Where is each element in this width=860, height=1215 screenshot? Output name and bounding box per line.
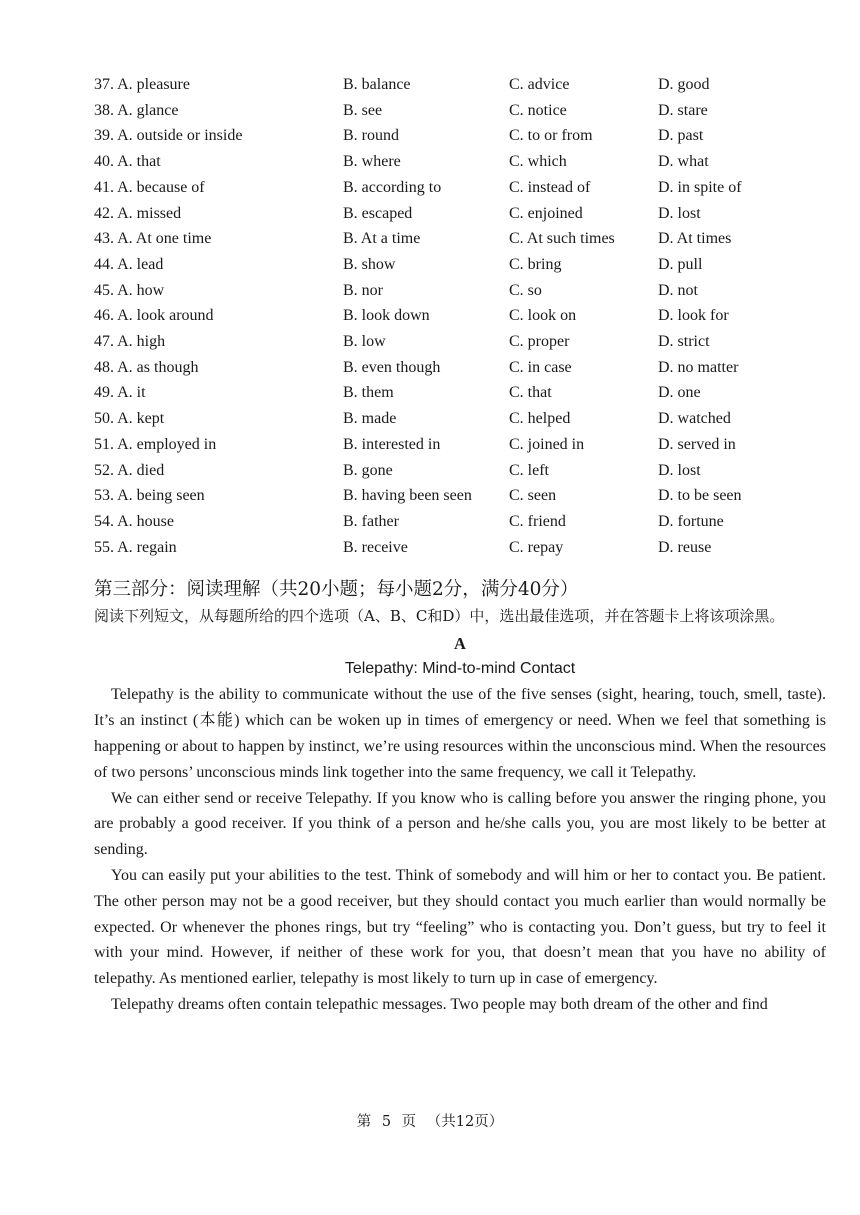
option-row: [94, 355, 826, 381]
option-a: 53. A. being seen: [94, 487, 205, 505]
option-row: [94, 201, 826, 227]
option-a: 37. A. pleasure: [94, 76, 190, 93]
option-a: 45. A. how: [94, 281, 165, 299]
option-a: 41. A. because of: [94, 178, 205, 196]
passage-paragraph: Telepathy is the ability to communicate without the use of the five senses (sight, hearing, touch, smell, taste). It’s an instinct (本能) which can be woken up in times of emergency or need. When we feel that something is happening or about to happen by instinct, we’re using resources within the unconscious mind. When the resources of two persons’ unconscious minds link together into the same frequency, we call it Telepathy.: [94, 686, 826, 781]
option-a: 39. A. outside or inside: [94, 127, 243, 145]
option-row: [94, 329, 826, 355]
option-b: B. show: [343, 255, 396, 273]
option-b: B. father: [343, 512, 399, 530]
passage-paragraph: You can easily put your abilities to the test. Think of somebody and will him or her to contact you. Be patient. The other person may not be a good receiver, but they should contact you much earlier than would normally be expected. Or whenever the phones rings, but try “feeling” who is contacting you. Don’t guess, but try to feel it with your mind. However, if neither of these work for you, that doesn’t mean that you have no ability of telepathy. As mentioned earlier, telepathy is most likely to turn up in case of emergency.: [94, 866, 826, 988]
option-d: D. strict: [658, 333, 710, 351]
option-row: [94, 252, 826, 278]
option-c: C. enjoined: [509, 204, 583, 222]
option-row: [94, 509, 826, 535]
option-b: B. balance: [343, 76, 411, 93]
option-b: B. see: [343, 101, 383, 119]
option-c: C. bring: [509, 255, 562, 273]
option-row: [94, 123, 826, 149]
option-a: 47. A. high: [94, 333, 166, 351]
option-c: C. look on: [509, 307, 577, 325]
option-b: B. where: [343, 153, 401, 171]
option-a: 54. A. house: [94, 512, 174, 530]
option-b: B. receive: [343, 538, 408, 556]
page-footer: 第 5 页 （共12页）: [356, 1114, 504, 1130]
option-c: C. repay: [509, 538, 564, 556]
option-c: C. joined in: [509, 435, 585, 453]
option-d: D. lost: [658, 204, 701, 222]
option-a: 44. A. lead: [94, 255, 164, 273]
option-row: [94, 278, 826, 304]
option-row: [94, 226, 826, 252]
option-a: 38. A. glance: [94, 101, 179, 119]
option-b: B. At a time: [343, 230, 421, 248]
passage-paragraph: Telepathy dreams often contain telepathic messages. Two people may both dream of the other and find: [111, 995, 768, 1013]
option-c: C. instead of: [509, 178, 591, 196]
cloze-options-table: [94, 72, 826, 560]
option-a: 46. A. look around: [94, 307, 214, 325]
option-a: 52. A. died: [94, 461, 165, 479]
option-c: C. in case: [509, 358, 572, 376]
option-b: B. nor: [343, 281, 383, 299]
option-c: C. left: [509, 461, 549, 479]
option-b: B. according to: [343, 178, 442, 196]
option-c: C. advice: [509, 76, 570, 93]
option-c: C. which: [509, 153, 567, 171]
option-a: 49. A. it: [94, 384, 146, 402]
option-c: C. so: [509, 281, 542, 299]
option-d: D. served in: [658, 435, 736, 453]
option-a: 50. A. kept: [94, 410, 165, 428]
option-b: B. low: [343, 333, 386, 351]
option-a: 42. A. missed: [94, 204, 182, 222]
option-a: 51. A. employed in: [94, 435, 217, 453]
option-a: 55. A. regain: [94, 538, 177, 556]
option-d: D. past: [658, 127, 704, 145]
option-d: D. to be seen: [658, 487, 742, 505]
option-d: D. good: [658, 76, 710, 93]
section-title: 第三部分：阅读理解（共20小题；每小题2分，满分40分）: [94, 579, 579, 601]
option-c: C. proper: [509, 333, 570, 351]
option-b: B. gone: [343, 461, 393, 479]
option-row: [94, 483, 826, 509]
option-b: B. them: [343, 384, 394, 402]
option-row: [94, 458, 826, 484]
option-d: D. what: [658, 153, 709, 171]
option-b: B. round: [343, 127, 399, 145]
option-d: D. one: [658, 384, 701, 402]
option-c: C. friend: [509, 512, 566, 530]
option-d: D. pull: [658, 255, 703, 273]
option-d: D. not: [658, 281, 698, 299]
option-c: C. notice: [509, 101, 567, 119]
option-b: B. made: [343, 410, 397, 428]
option-row: [94, 535, 826, 561]
option-d: D. lost: [658, 461, 701, 479]
option-d: D. in spite of: [658, 178, 742, 196]
passage-letter: A: [454, 634, 466, 654]
option-row: [94, 149, 826, 175]
option-row: [94, 175, 826, 201]
option-b: B. escaped: [343, 204, 413, 222]
option-row: [94, 72, 826, 98]
option-a: 48. A. as though: [94, 358, 199, 376]
option-d: D. fortune: [658, 512, 724, 530]
option-d: D. stare: [658, 101, 708, 119]
option-d: D. At times: [658, 230, 732, 248]
option-b: B. having been seen: [343, 487, 472, 505]
option-c: C. helped: [509, 410, 571, 428]
option-b: B. even though: [343, 358, 441, 376]
option-d: D. reuse: [658, 538, 712, 556]
option-d: D. look for: [658, 307, 729, 325]
page-content: [94, 72, 826, 1018]
passage-paragraph: We can either send or receive Telepathy. If you know who is calling before you answer the ringing phone, you are probably a good receiver. If you think of a person and he/she calls you, you are most likely to be better at sending.: [94, 789, 826, 859]
option-c: C. At such times: [509, 230, 615, 248]
option-c: C. seen: [509, 487, 557, 505]
option-c: C. to or from: [509, 127, 593, 145]
option-c: C. that: [509, 384, 552, 402]
option-d: D. no matter: [658, 358, 739, 376]
option-b: B. look down: [343, 307, 430, 325]
option-row: [94, 98, 826, 124]
option-d: D. watched: [658, 410, 731, 428]
passage-title: Telepathy: Mind-to-mind Contact: [344, 660, 576, 678]
option-a: 40. A. that: [94, 153, 161, 171]
option-b: B. interested in: [343, 435, 441, 453]
option-row: [94, 406, 826, 432]
option-row: [94, 303, 826, 329]
option-row: [94, 432, 826, 458]
option-a: 43. A. At one time: [94, 230, 212, 248]
option-row: [94, 380, 826, 406]
section-instructions: 阅读下列短文，从每题所给的四个选项（A、B、C和D）中，选出最佳选项，并在答题卡上将该项涂黑。: [94, 607, 785, 626]
